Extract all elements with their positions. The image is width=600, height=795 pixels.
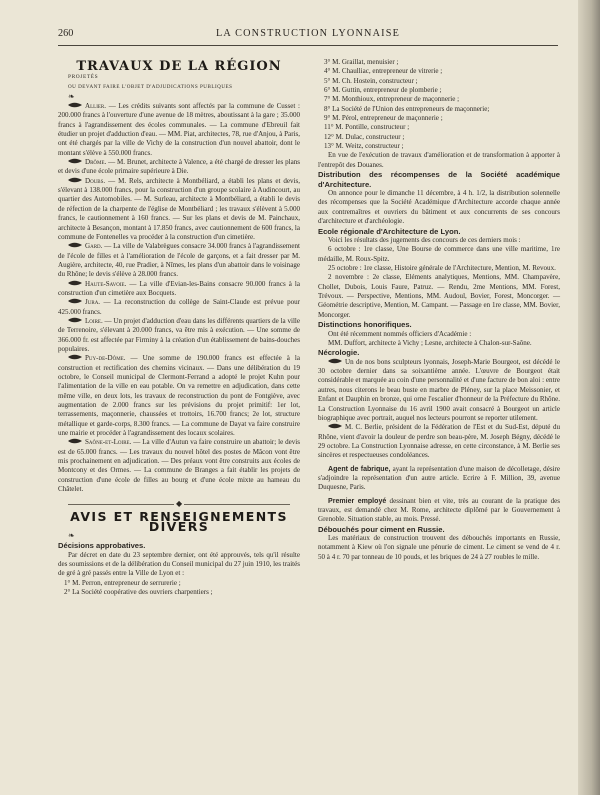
section-subtitle: PROJETÉS	[68, 74, 99, 81]
leaf-bullet-icon	[68, 280, 82, 286]
section-divider	[58, 500, 300, 508]
necrologie-text: Un de nos bons sculpteurs lyonnais, Joseph-Marie Bourgeot, est décédé le 30 octobre dernier dans sa soixantième année. L'œuvre de Bourgeot était considérable et marquée au coin d'une personnalité et d'une facture de bon aloi : entre autres, nous citerons le beau buste en marbre de Pléney, sur la place Meissonier, et Enfant et Dauphin en bronze, qui orne l'escalier d'honneur de la Préfecture du Rhône. La Construction Lyonnaise du 16 avril 1900 avait consacré à Bourgeot un article biographique avec portrait, auquel nos lecteurs pourront se reporter utilement.	[318, 357, 560, 422]
leaf-bullet-icon	[328, 358, 342, 364]
necrologie-text: M. C. Berlie, président de la Fédération de l'Est et du Sud-Est, député du Rhône, vient d'avoir la douleur de perdre son beau-père, M. Joseph Bégny, décédé le 29 octobre. La Construction Lyonnaise adresse, en cette circonstance, à M. Berlie ses sincères et respectueuses condoléances.	[318, 423, 560, 460]
region-text: — La ville de Valabrègues consacre 34.000 francs à l'agrandissement de l'école de filles et à l'amélioration de l'école de garçons, et a fait dresser par M. Augière, architecte, 40, rue Pradier, à Nîmes, les plans d'un abattoir dans le voisinage du Rhône; le devis s'élève à 28.000 francs.	[58, 242, 300, 279]
regional-entry	[58, 102, 300, 158]
ecole-result: 2 novembre : 2e classe, Eléments analytiques, Mentions, MM. Champavère, Chollet, Dubois, Louis Faure, Patruz. — Rendu, 2me Mentions, MM. Forest, Trévoux. — Perspective, Mentions, MM. Audoul, Bovier, Forest, Moncorger. — Géométrie descriptive, Mention, M. Campant. — Passage en 1re classe, MM. Bovier, Moncorger.	[318, 273, 560, 319]
leaf-bullet-icon	[68, 354, 82, 360]
running-header	[58, 28, 558, 42]
leaf-bullet-icon	[328, 423, 342, 429]
region-text: — La reconstruction du collège de Saint-Claude est prévue pour 425.000 francs.	[58, 298, 300, 316]
ecole-result: 25 octobre : 1re classe, Histoire générale de l'Architecture, Mention, M. Revoux.	[328, 264, 556, 273]
ecole-text: Voici les résultats des jugements des concours de ces derniers mois :	[328, 236, 521, 244]
page-number: 260	[58, 28, 74, 39]
leaf-bullet-icon	[68, 158, 82, 164]
left-column	[58, 58, 300, 597]
regional-entry	[58, 158, 300, 177]
heading-recompenses: Distribution des récompenses de la Société académique d'Architecture.	[318, 170, 560, 189]
distinctions-names: MM. Duffort, architecte à Vichy ; Lesne, architecte à Chalon-sur-Saône.	[328, 338, 532, 347]
section-subtitle-2: OU DEVANT FAIRE L'OBJET D'ADJUDICATIONS PUBLIQUES	[68, 83, 233, 90]
contractor-list-item: 11° M. Pontille, constructeur ;	[324, 123, 410, 132]
agent-heading: Agent de fabrique,	[328, 465, 391, 473]
recompenses-text: On annonce pour le dimanche 11 décembre, à 4 h. 1/2, la distribution solennelle des récompenses que la Société Académique d'Architecture accorde chaque année aux contremaîtres et ouvriers du bâtiment et aux concurrents de ses concours d'architecture et d'archéologie.	[318, 189, 560, 226]
heading-debouches: Débouchés pour ciment en Russie.	[318, 524, 445, 534]
journal-title: LA CONSTRUCTION LYONNAISE	[215, 28, 401, 39]
agent-text: ayant la représentation d'une maison de décolletage, désire s'adjoindre la représentation d'un autre article. Ecrire à F. Million, 39, avenue Duquesne, Paris.	[318, 464, 560, 492]
region-name: Saône-et-Loire.	[85, 438, 132, 447]
list-conclusion: En vue de l'exécution de travaux d'amélioration et de transformation à apporter à l'entrepôt des Douanes.	[318, 151, 560, 169]
region-name: Haute-Savoie.	[85, 279, 127, 288]
region-name: Drôme.	[85, 158, 107, 167]
region-text: — Un projet d'adduction d'eau dans les différents quartiers de la ville de Terrenoire, s'élevant à 20.000 francs, va être mis à exécution. — Une somme de 366.000 fr. est affectée par Firminy à la création d'un établissement de bains-douches populaires.	[58, 316, 300, 353]
header-rule	[58, 45, 558, 46]
distinctions-text: Ont été récemment nommés officiers d'Académie :	[328, 329, 472, 338]
contractor-list-item: 12° M. Dulac, constructeur ;	[324, 132, 405, 141]
region-text: — Une somme de 190.000 francs est effectée à la construction et rectification des chemins vicinaux. — Dans une délibération du 19 octobre, le Conseil municipal de Clermont-Ferrand a adopté le projet Kuhn pour l'alimentation de la ville en eau potable. On va remettre en adjudication, dans cette même ville, en deux lots, les travaux de reconstruction du pont de Fontgiève, avec augmentation de 2.000 francs sur les prévisions du projet primitif: 1er lot, terrassements, maçonnerie, chaussées et trottoirs, 16.700 francs; 2e lot, structure métallique et garde-corps, 8.300 francs. — La commune de Dayat va faire construire une mairie et procéder à l'agrandissement des locaux scolaires.	[58, 354, 300, 438]
necrologie-paragraph	[318, 423, 560, 460]
ornament-icon: ❧	[68, 531, 75, 541]
region-text: — La ville d'Evian-les-Bains consacre 90.000 francs à la construction d'un cimetière aux Bocquets.	[58, 279, 300, 297]
regional-entry	[58, 298, 300, 317]
right-column	[318, 58, 560, 562]
necrologie-paragraph	[318, 358, 560, 423]
region-text: — Les crédits suivants sont affectés par la commune de Cusset : 200.000 francs à l'ouverture d'une avenue de 18 mètres, aboutissant à la gare ; 35.000 francs à l'agrandissement des écoles communales. — La commune d'Ebreuil fait étudier un projet d'adduction d'eau. — MM. Piat, architectes, 78, rue d'Anjou, à Paris, ont été chargés par la ville de Vichy de la construction d'un nouvel abattoir, dont le montant s'élève à 550.000 francs.	[58, 102, 300, 157]
decisions-list-item: 1° M. Perron, entrepreneur de serrurerie ;	[64, 578, 181, 587]
contractor-list-item: 4° M. Chaulliac, entrepreneur de vitrerie ;	[324, 67, 443, 76]
agent-notice	[318, 465, 560, 493]
premier-heading: Premier employé	[328, 497, 387, 505]
contractor-list-item: 13° M. Weitz, constructeur ;	[324, 142, 404, 151]
section-title-travaux: TRAVAUX DE LA RÉGION	[76, 59, 282, 74]
ecole-result: 6 octobre : 1re classe, Une Bourse de commerce dans une ville maritime, 1re médaille, M. Roux-Spitz.	[318, 245, 560, 263]
contractor-list-item: 3° M. Graillat, menuisier ;	[324, 58, 399, 66]
regional-entries	[58, 102, 300, 494]
region-text: — M. Brunet, architecte à Valence, a été chargé de dresser les plans et devis d'une école primaire supérieure à Die.	[58, 158, 300, 176]
leaf-bullet-icon	[68, 242, 82, 248]
heading-decisions: Décisions approbatives.	[58, 541, 146, 551]
region-name: Allier.	[85, 102, 107, 111]
decisions-text: Par décret en date du 23 septembre dernier, ont été approuvés, tels qu'il résulte des soumissions et de la délibération du Conseil municipal du 27 juin 1910, les traités de gré à gré passés entre la Ville de Lyon et :	[58, 550, 300, 578]
contractor-list-item: 6° M. Guttin, entrepreneur de plomberie ;	[324, 86, 442, 95]
contractor-list-item: 8° La Société de l'Union des entrepreneurs de maçonnerie;	[324, 104, 490, 113]
region-name: Gard.	[85, 242, 103, 251]
ornament-icon: ❧	[68, 92, 75, 102]
heading-distinctions: Distinctions honorifiques.	[318, 320, 412, 330]
regional-entry	[58, 177, 300, 242]
region-text: — La ville d'Autun va faire construire un abattoir; le devis est de 65.000 francs. — Les travaux du nouvel hôtel des postes de Mâcon vont être mis prochainement en adjudication. — Des préaux vont être construits aux écoles de Montcony et des Ormes. — La commune de Branges a fait établir les projets de construction d'une école de filles au bourg et d'une école mixte au hameau du Châtelet.	[58, 438, 300, 494]
contractor-list-item: 7° M. Monthioux, entrepreneur de maçonnerie ;	[324, 95, 460, 104]
decisions-list-item: 2° La Société coopérative des ouvriers charpentiers ;	[64, 588, 213, 597]
region-name: Doubs.	[85, 176, 106, 185]
premier-notice	[318, 497, 560, 525]
region-name: Puy-de-Dôme.	[85, 354, 126, 363]
leaf-bullet-icon	[68, 438, 82, 444]
heading-necrologie: Nécrologie.	[318, 348, 360, 358]
leaf-bullet-icon	[68, 317, 82, 323]
debouches-text: Les matériaux de construction trouvent des débouchés importants en Russie, notamment à Kiew où l'on signale une pénurie de ciment. Le ciment se vend de 4 r. 50 à 4 r. 70 par tonneau de 10 pouds, et les briques de 24 à 27 roubles le mille.	[318, 534, 560, 561]
diamond-ornament-icon: ◆	[176, 499, 183, 509]
regional-entry	[58, 280, 300, 299]
region-name: Loire.	[85, 316, 103, 325]
regional-entry	[58, 242, 300, 279]
premier-text: dessinant bien et vite, très au courant de la pratique des travaux, est demandé chez M. Rome, architecte diplômé par le Gouvernement à Grenoble. Situation stable, au mois. Pressé.	[318, 496, 561, 524]
contractor-list-item: 5° M. Ch. Hostein, constructeur ;	[324, 76, 418, 85]
section-title-avis: AVIS ET RENSEIGNEMENTS DIVERS	[70, 509, 288, 534]
heading-ecole: Ecole régionale d'Architecture de Lyon.	[318, 226, 461, 236]
leaf-bullet-icon	[68, 102, 82, 108]
leaf-bullet-icon	[68, 177, 82, 183]
contractor-list-item: 9° M. Pérol, entrepreneur de maçonnerie ;	[324, 114, 443, 123]
regional-entry	[58, 354, 300, 438]
leaf-bullet-icon	[68, 298, 82, 304]
region-text: — M. Rels, architecte à Montbéliard, a établi les plans et devis, s'élevant à 138.000 francs, pour la construction d'un groupe scolaire à Audincourt, au quartier des Automobiles. — M. Surleau, architecte à Montbéliard, a établi le devis de réfection de la charpente de l'église de Montbéliard ; les travaux s'élèvent à 5.000 francs, le cautionnement à 160 francs. — Sur les plans et devis de M. Painchaux, architecte à Besançon, montant à 17.850 francs, avec cautionnement de 600 francs, la commune de Fontenelles va procéder à la construction d'un cimetière.	[58, 176, 300, 241]
regional-entry	[58, 438, 300, 494]
page-binding-shadow	[578, 0, 600, 795]
region-name: Jura.	[85, 298, 101, 307]
regional-entry	[58, 317, 300, 354]
